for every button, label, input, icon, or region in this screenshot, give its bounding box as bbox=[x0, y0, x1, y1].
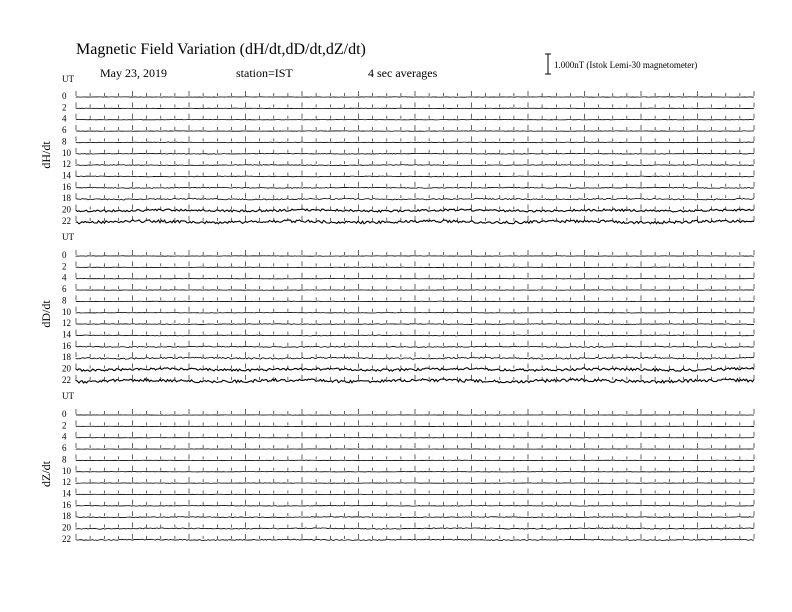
row-label: 22 bbox=[62, 533, 71, 544]
panel-dzdt bbox=[39, 391, 754, 544]
row-ticks bbox=[76, 91, 754, 96]
row-label: 16 bbox=[62, 499, 71, 510]
row-label: 20 bbox=[62, 363, 71, 374]
ut-label: UT bbox=[62, 74, 74, 84]
row-ticks bbox=[76, 409, 754, 414]
row-ticks bbox=[76, 488, 754, 493]
row-label: 14 bbox=[62, 329, 71, 340]
row-ticks bbox=[76, 295, 754, 300]
row-ticks bbox=[76, 148, 754, 153]
trace-line bbox=[76, 312, 754, 313]
row-ticks bbox=[76, 511, 754, 516]
row-label: 4 bbox=[62, 272, 67, 283]
row-label: 4 bbox=[62, 431, 67, 442]
row-label: 2 bbox=[62, 261, 67, 272]
row-ticks bbox=[76, 364, 754, 369]
row-ticks bbox=[76, 182, 754, 187]
trace-line bbox=[76, 142, 754, 143]
averaging-label: 4 sec averages bbox=[368, 66, 438, 80]
row-ticks bbox=[76, 261, 754, 266]
row-label: 22 bbox=[62, 215, 71, 226]
trace-line bbox=[76, 357, 754, 359]
row-ticks bbox=[76, 170, 754, 175]
row-ticks bbox=[76, 250, 754, 255]
row-ticks bbox=[76, 136, 754, 141]
row-ticks bbox=[76, 125, 754, 130]
row-label: 8 bbox=[62, 295, 67, 306]
row-label: 8 bbox=[62, 136, 67, 147]
row-label: 18 bbox=[62, 193, 71, 204]
panels-group bbox=[39, 74, 754, 544]
row-ticks bbox=[76, 534, 754, 539]
row-label: 6 bbox=[62, 125, 67, 136]
row-ticks bbox=[76, 318, 754, 323]
row-label: 0 bbox=[62, 250, 67, 260]
row-label: 10 bbox=[62, 147, 71, 158]
row-label: 12 bbox=[62, 477, 71, 488]
row-ticks bbox=[76, 500, 754, 505]
station-label: station=IST bbox=[236, 66, 293, 80]
row-ticks bbox=[76, 432, 754, 437]
trace-line bbox=[76, 517, 754, 518]
row-ticks bbox=[76, 193, 754, 198]
trace-line bbox=[76, 528, 754, 529]
row-ticks bbox=[76, 375, 754, 380]
row-label: 14 bbox=[62, 488, 71, 499]
row-label: 10 bbox=[62, 306, 71, 317]
chart-title: Magnetic Field Variation (dH/dt,dD/dt,dZ/dt) bbox=[76, 41, 366, 58]
row-ticks bbox=[76, 273, 754, 278]
row-ticks bbox=[76, 466, 754, 471]
row-label: 16 bbox=[62, 340, 71, 351]
trace-line bbox=[76, 176, 754, 177]
trace-line bbox=[76, 220, 754, 224]
row-ticks bbox=[76, 443, 754, 448]
row-ticks bbox=[76, 341, 754, 346]
row-label: 16 bbox=[62, 181, 71, 192]
row-label: 22 bbox=[62, 374, 71, 385]
row-ticks bbox=[76, 523, 754, 528]
panel-ylabel: dH/dt bbox=[39, 141, 53, 169]
trace-line bbox=[76, 153, 754, 154]
row-label: 2 bbox=[62, 420, 67, 431]
panel-dddt bbox=[39, 232, 754, 385]
trace-line bbox=[76, 335, 754, 336]
row-ticks bbox=[76, 352, 754, 357]
panel-dhdt bbox=[39, 74, 754, 226]
scale-label: 1.000nT (Istok Lemi-30 magnetometer) bbox=[554, 60, 698, 70]
row-label: 10 bbox=[62, 465, 71, 476]
ut-label: UT bbox=[62, 391, 74, 401]
trace-line bbox=[76, 187, 754, 188]
row-label: 8 bbox=[62, 454, 67, 465]
row-label: 6 bbox=[62, 284, 67, 295]
trace-line bbox=[76, 198, 754, 200]
row-label: 2 bbox=[62, 102, 67, 113]
trace-line bbox=[76, 324, 754, 325]
panel-ylabel: dZ/dt bbox=[39, 461, 53, 487]
row-ticks bbox=[76, 205, 754, 210]
row-ticks bbox=[76, 102, 754, 107]
row-label: 14 bbox=[62, 170, 71, 181]
date-label: May 23, 2019 bbox=[100, 66, 167, 80]
row-label: 12 bbox=[62, 159, 71, 170]
row-label: 18 bbox=[62, 352, 71, 363]
trace-line bbox=[76, 346, 754, 347]
trace-line bbox=[76, 539, 754, 540]
row-label: 0 bbox=[62, 409, 67, 419]
row-label: 6 bbox=[62, 443, 67, 454]
trace-line bbox=[76, 505, 754, 506]
row-label: 18 bbox=[62, 511, 71, 522]
row-label: 12 bbox=[62, 318, 71, 329]
trace-line bbox=[76, 165, 754, 166]
row-ticks bbox=[76, 114, 754, 119]
row-ticks bbox=[76, 454, 754, 459]
trace-line bbox=[76, 494, 754, 495]
scale-bar bbox=[545, 54, 551, 74]
row-label: 0 bbox=[62, 91, 67, 101]
trace-line bbox=[76, 301, 754, 302]
row-ticks bbox=[76, 329, 754, 334]
row-ticks bbox=[76, 307, 754, 312]
panel-ylabel: dD/dt bbox=[39, 300, 53, 328]
row-ticks bbox=[76, 159, 754, 164]
row-label: 4 bbox=[62, 113, 67, 124]
row-label: 20 bbox=[62, 204, 71, 215]
row-ticks bbox=[76, 477, 754, 482]
ut-label: UT bbox=[62, 232, 74, 242]
row-ticks bbox=[76, 284, 754, 289]
row-ticks bbox=[76, 420, 754, 425]
row-label: 20 bbox=[62, 522, 71, 533]
